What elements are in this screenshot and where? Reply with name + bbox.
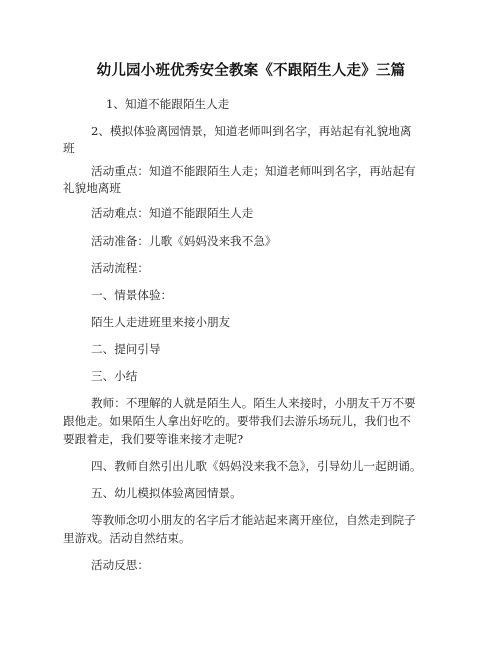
step-1-body: 陌生人走进班里来接小朋友 <box>91 315 231 329</box>
step-5-line: 五、幼儿模拟体验离园情景。 <box>91 486 242 500</box>
objective-line-2: 2、模拟体验离园情景，知道老师叫到名字，再站起有礼貌地离 <box>91 124 412 138</box>
preparation-line: 活动准备：儿歌《妈妈没来我不急》 <box>91 234 277 248</box>
step-1-heading: 一、情景体验： <box>91 288 173 302</box>
objective-line-1: 1、知道不能跟陌生人走 <box>106 97 230 111</box>
summary-line-3: 要跟着走，我们要等谁来接才走呢? <box>63 432 244 446</box>
objective-line-2-cont: 班 <box>63 141 75 155</box>
step-5-body-2: 里游戏。活动自然结束。 <box>63 531 191 545</box>
reflection-heading: 活动反思： <box>91 558 149 572</box>
key-point-line: 活动重点：知道不能跟陌生人走；知道老师叫到名字，再站起有 <box>91 164 416 178</box>
step-4-line: 四、教师自然引出儿歌《妈妈没来我不急》，引导幼儿一起朗诵。 <box>91 459 422 473</box>
step-3-heading: 三、小结 <box>91 369 138 383</box>
summary-line-2: 跟他走。如果陌生人拿出好吃的。要带我们去游乐场玩儿，我们也不 <box>63 414 411 428</box>
step-2-heading: 二、提问引导 <box>91 342 161 356</box>
key-point-line-cont: 礼貌地离班 <box>63 181 121 195</box>
summary-line-1: 教师：不理解的人就是陌生人。陌生人来接时，小朋友千万不要 <box>91 396 416 410</box>
difficulty-line: 活动难点：知道不能跟陌生人走 <box>91 206 254 220</box>
document-title: 幼儿园小班优秀安全教案《不跟陌生人走》三篇 <box>96 63 406 79</box>
process-heading: 活动流程： <box>91 261 149 275</box>
step-5-body-1: 等教师念叨小朋友的名字后才能站起来离开座位，自然走到院子 <box>91 513 416 527</box>
